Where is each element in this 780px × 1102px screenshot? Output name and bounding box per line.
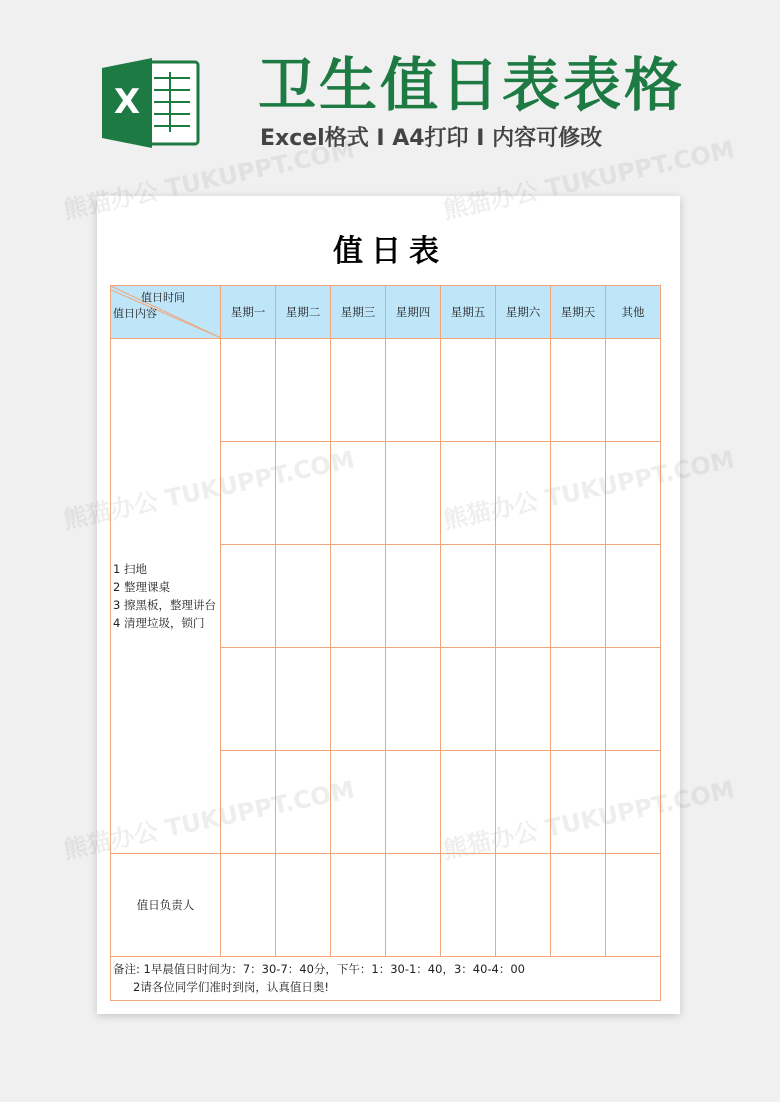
task-item: 1 扫地 — [113, 562, 147, 576]
duty-cell[interactable] — [496, 854, 551, 957]
duty-cell[interactable] — [386, 545, 441, 648]
duty-cell[interactable] — [441, 545, 496, 648]
header-banner — [0, 0, 780, 190]
duty-cell[interactable] — [276, 751, 331, 854]
duty-cell[interactable] — [496, 545, 551, 648]
duty-cell[interactable] — [551, 648, 606, 751]
col-header[interactable]: 星期六 — [496, 286, 551, 339]
task-item: 2 整理课桌 — [113, 580, 170, 594]
corner-cell[interactable] — [111, 286, 221, 339]
duty-cell[interactable] — [386, 751, 441, 854]
banner-title: 卫生值日表表格 — [258, 51, 686, 119]
duty-cell[interactable] — [551, 854, 606, 957]
responsible-row — [111, 854, 661, 957]
duty-cell[interactable] — [331, 339, 386, 442]
corner-label-time: 值日时间 — [141, 291, 185, 304]
duty-cell[interactable] — [386, 442, 441, 545]
duty-cell[interactable] — [331, 751, 386, 854]
duty-cell[interactable] — [276, 545, 331, 648]
duty-cell[interactable] — [276, 648, 331, 751]
col-header[interactable]: 星期五 — [441, 286, 496, 339]
col-header[interactable]: 星期一 — [221, 286, 276, 339]
duty-cell[interactable] — [221, 648, 276, 751]
duty-cell[interactable] — [496, 339, 551, 442]
col-header[interactable]: 星期二 — [276, 286, 331, 339]
responsible-label[interactable]: 值日负责人 — [111, 854, 221, 957]
duty-cell[interactable] — [221, 545, 276, 648]
duty-cell[interactable] — [386, 854, 441, 957]
duty-cell[interactable] — [606, 648, 661, 751]
logo-letter: X — [113, 82, 141, 122]
duty-cell[interactable] — [331, 545, 386, 648]
duty-cell[interactable] — [606, 545, 661, 648]
duty-cell[interactable] — [276, 442, 331, 545]
corner-label-content: 值日内容 — [113, 307, 157, 320]
col-header[interactable]: 星期四 — [386, 286, 441, 339]
duty-cell[interactable] — [441, 442, 496, 545]
duty-cell[interactable] — [331, 442, 386, 545]
duty-cell[interactable] — [386, 339, 441, 442]
duty-cell[interactable] — [551, 545, 606, 648]
document-title: 值日表 — [333, 234, 447, 269]
duty-cell[interactable] — [386, 648, 441, 751]
task-item: 3 擦黑板，整理讲台 — [113, 598, 216, 612]
watermark: 熊猫办公 TUKUPPT.COM — [440, 135, 737, 225]
duty-cell[interactable] — [276, 339, 331, 442]
watermark: 熊猫办公 TUKUPPT.COM — [60, 135, 357, 225]
duty-cell[interactable] — [606, 854, 661, 957]
note-line: 2请各位同学们准时到岗，认真值日奥! — [133, 980, 329, 994]
notes-row — [111, 957, 661, 1001]
duty-cell[interactable] — [221, 339, 276, 442]
task-list-cell[interactable] — [111, 339, 221, 854]
duty-cell[interactable] — [221, 751, 276, 854]
duty-cell[interactable] — [551, 442, 606, 545]
duty-cell[interactable] — [551, 339, 606, 442]
table-row — [111, 339, 661, 442]
duty-cell[interactable] — [331, 648, 386, 751]
col-header[interactable]: 星期三 — [331, 286, 386, 339]
banner-subtitle: Excel格式 I A4打印 I 内容可修改 — [260, 126, 603, 151]
col-header[interactable]: 星期天 — [551, 286, 606, 339]
duty-cell[interactable] — [496, 648, 551, 751]
duty-cell[interactable] — [606, 442, 661, 545]
duty-cell[interactable] — [496, 442, 551, 545]
duty-cell[interactable] — [441, 854, 496, 957]
duty-cell[interactable] — [276, 854, 331, 957]
duty-cell[interactable] — [331, 854, 386, 957]
duty-cell[interactable] — [441, 648, 496, 751]
duty-cell[interactable] — [496, 751, 551, 854]
task-item: 4 清理垃圾，锁门 — [113, 616, 205, 630]
duty-cell[interactable] — [221, 442, 276, 545]
duty-table — [110, 285, 661, 1001]
col-header[interactable]: 其他 — [606, 286, 661, 339]
note-line: 备注: 1早晨值日时间为：7：30-7：40分，下午：1：30-1：40，3：40-4：00 — [113, 962, 525, 976]
duty-cell[interactable] — [606, 751, 661, 854]
duty-cell[interactable] — [441, 751, 496, 854]
duty-cell[interactable] — [551, 751, 606, 854]
header-row — [111, 286, 661, 339]
duty-cell[interactable] — [221, 854, 276, 957]
excel-logo-icon — [102, 56, 202, 150]
duty-cell[interactable] — [441, 339, 496, 442]
notes-cell[interactable] — [111, 957, 661, 1001]
duty-cell[interactable] — [606, 339, 661, 442]
